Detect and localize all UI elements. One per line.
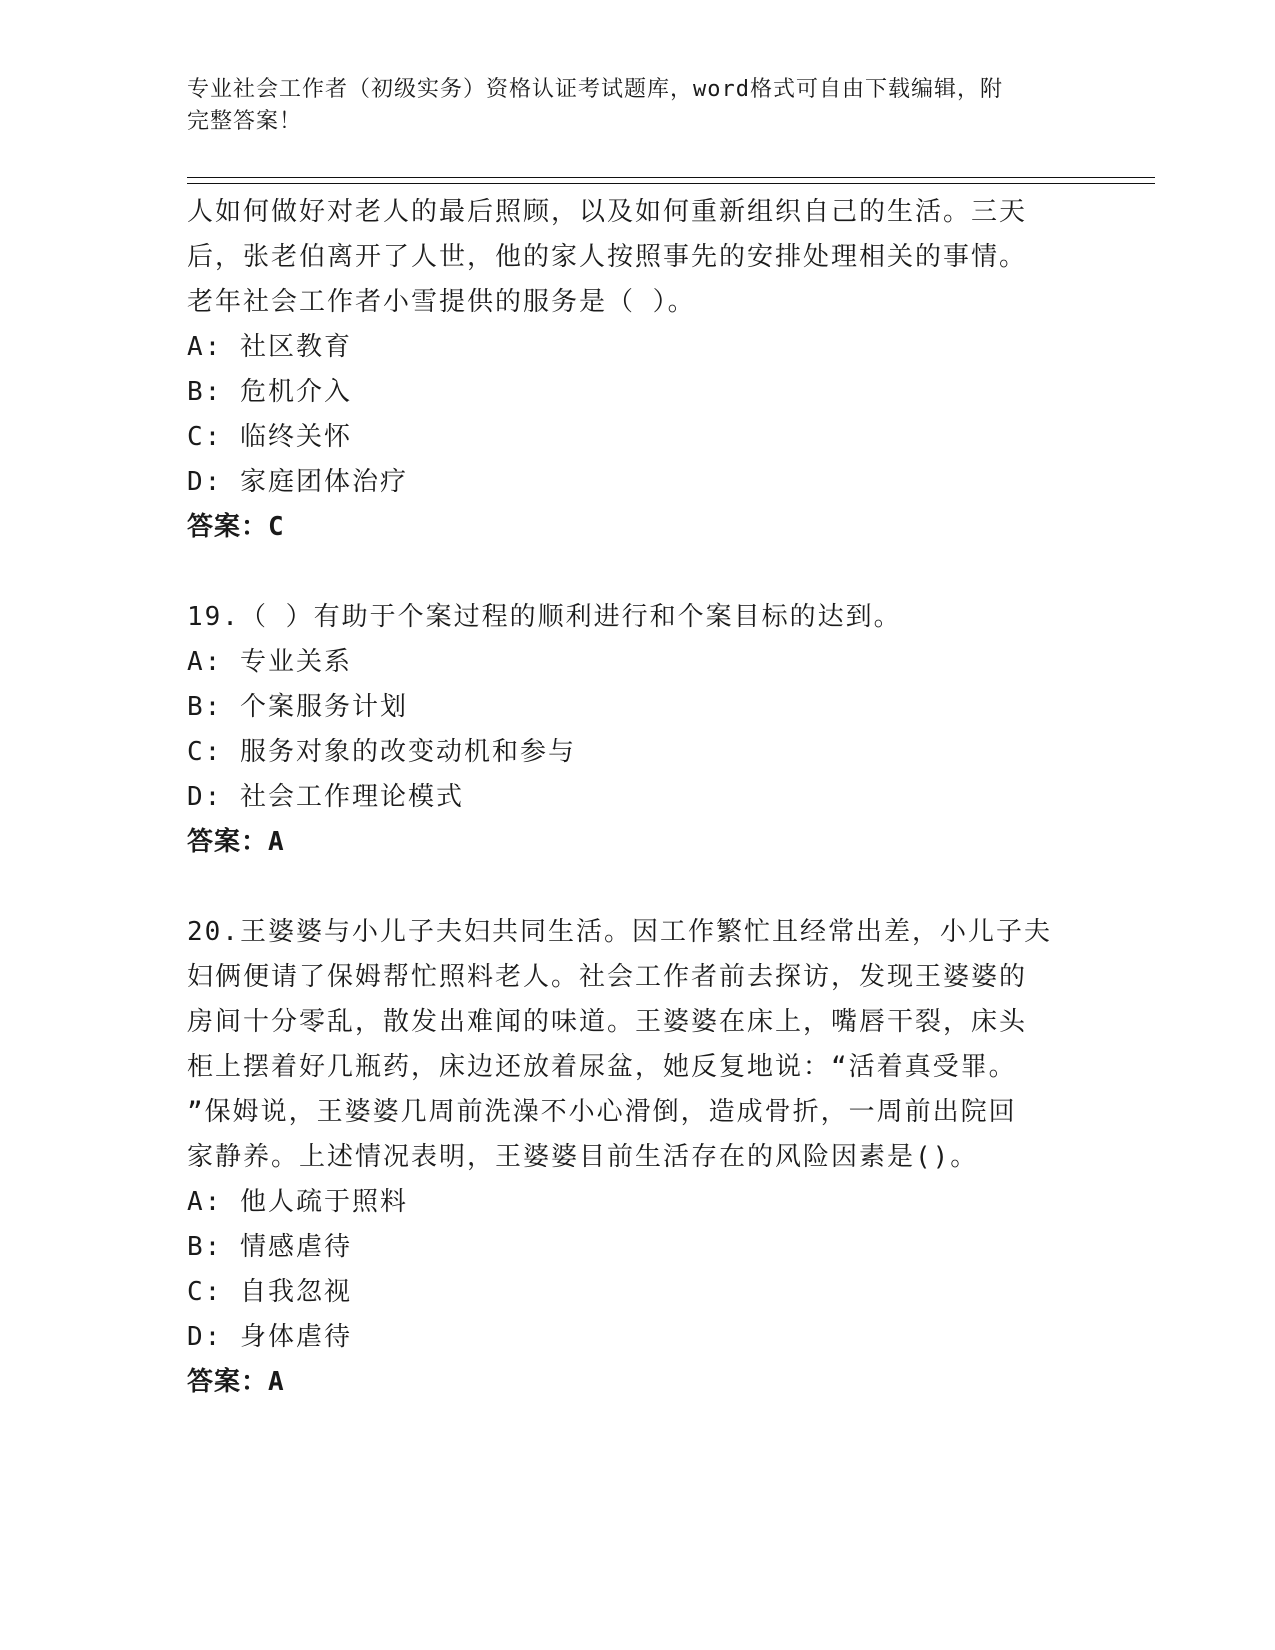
option-a: A: 专业关系: [187, 647, 352, 677]
option-b: B: 个案服务计划: [187, 692, 408, 722]
question-stem-line: 人如何做好对老人的最后照顾，以及如何重新组织自己的生活。三天: [187, 197, 1028, 227]
option-a: A: 他人疏于照料: [187, 1187, 408, 1217]
question-stem-line: 房间十分零乱，散发出难闻的味道。王婆婆在床上，嘴唇干裂，床头: [187, 1007, 1028, 1037]
header-divider-top: [187, 177, 1155, 178]
header-divider-bottom: [187, 183, 1155, 184]
header-title-line1: 专业社会工作者（初级实务）资格认证考试题库，word格式可自由下载编辑，附: [187, 77, 1003, 102]
option-d: D: 身体虐待: [187, 1322, 352, 1352]
option-c: C: 自我忽视: [187, 1277, 352, 1307]
option-b: B: 危机介入: [187, 377, 352, 407]
question-stem-line: 妇俩便请了保姆帮忙照料老人。社会工作者前去探访，发现王婆婆的: [187, 962, 1028, 992]
option-a: A: 社区教育: [187, 332, 352, 362]
question-stem-line: 19.（ ）有助于个案过程的顺利进行和个案目标的达到。: [187, 602, 902, 632]
question-18: [187, 190, 1087, 550]
page-header: [187, 74, 1067, 138]
question-19: [187, 595, 1087, 865]
question-list: [187, 190, 1087, 1405]
option-b: B: 情感虐待: [187, 1232, 352, 1262]
answer-label: 答案：A: [187, 827, 285, 857]
header-title-line2: 完整答案！: [187, 109, 303, 134]
question-stem-line: ”保姆说，王婆婆几周前洗澡不小心滑倒，造成骨折，一周前出院回: [187, 1097, 1017, 1127]
option-c: C: 临终关怀: [187, 422, 352, 452]
option-c: C: 服务对象的改变动机和参与: [187, 737, 576, 767]
answer-label: 答案：A: [187, 1367, 285, 1397]
question-stem-line: 家静养。上述情况表明，王婆婆目前生活存在的风险因素是()。: [187, 1142, 979, 1172]
question-stem-line: 柜上摆着好几瓶药，床边还放着尿盆，她反复地说：“活着真受罪。: [187, 1052, 1017, 1082]
option-d: D: 社会工作理论模式: [187, 782, 464, 812]
option-d: D: 家庭团体治疗: [187, 467, 408, 497]
question-stem-line: 20.王婆婆与小儿子夫妇共同生活。因工作繁忙且经常出差，小儿子夫: [187, 917, 1052, 947]
question-20: [187, 910, 1087, 1405]
question-stem-line: 后，张老伯离开了人世，他的家人按照事先的安排处理相关的事情。: [187, 242, 1028, 272]
question-stem-line: 老年社会工作者小雪提供的服务是（ ）。: [187, 287, 696, 317]
answer-label: 答案：C: [187, 512, 285, 542]
